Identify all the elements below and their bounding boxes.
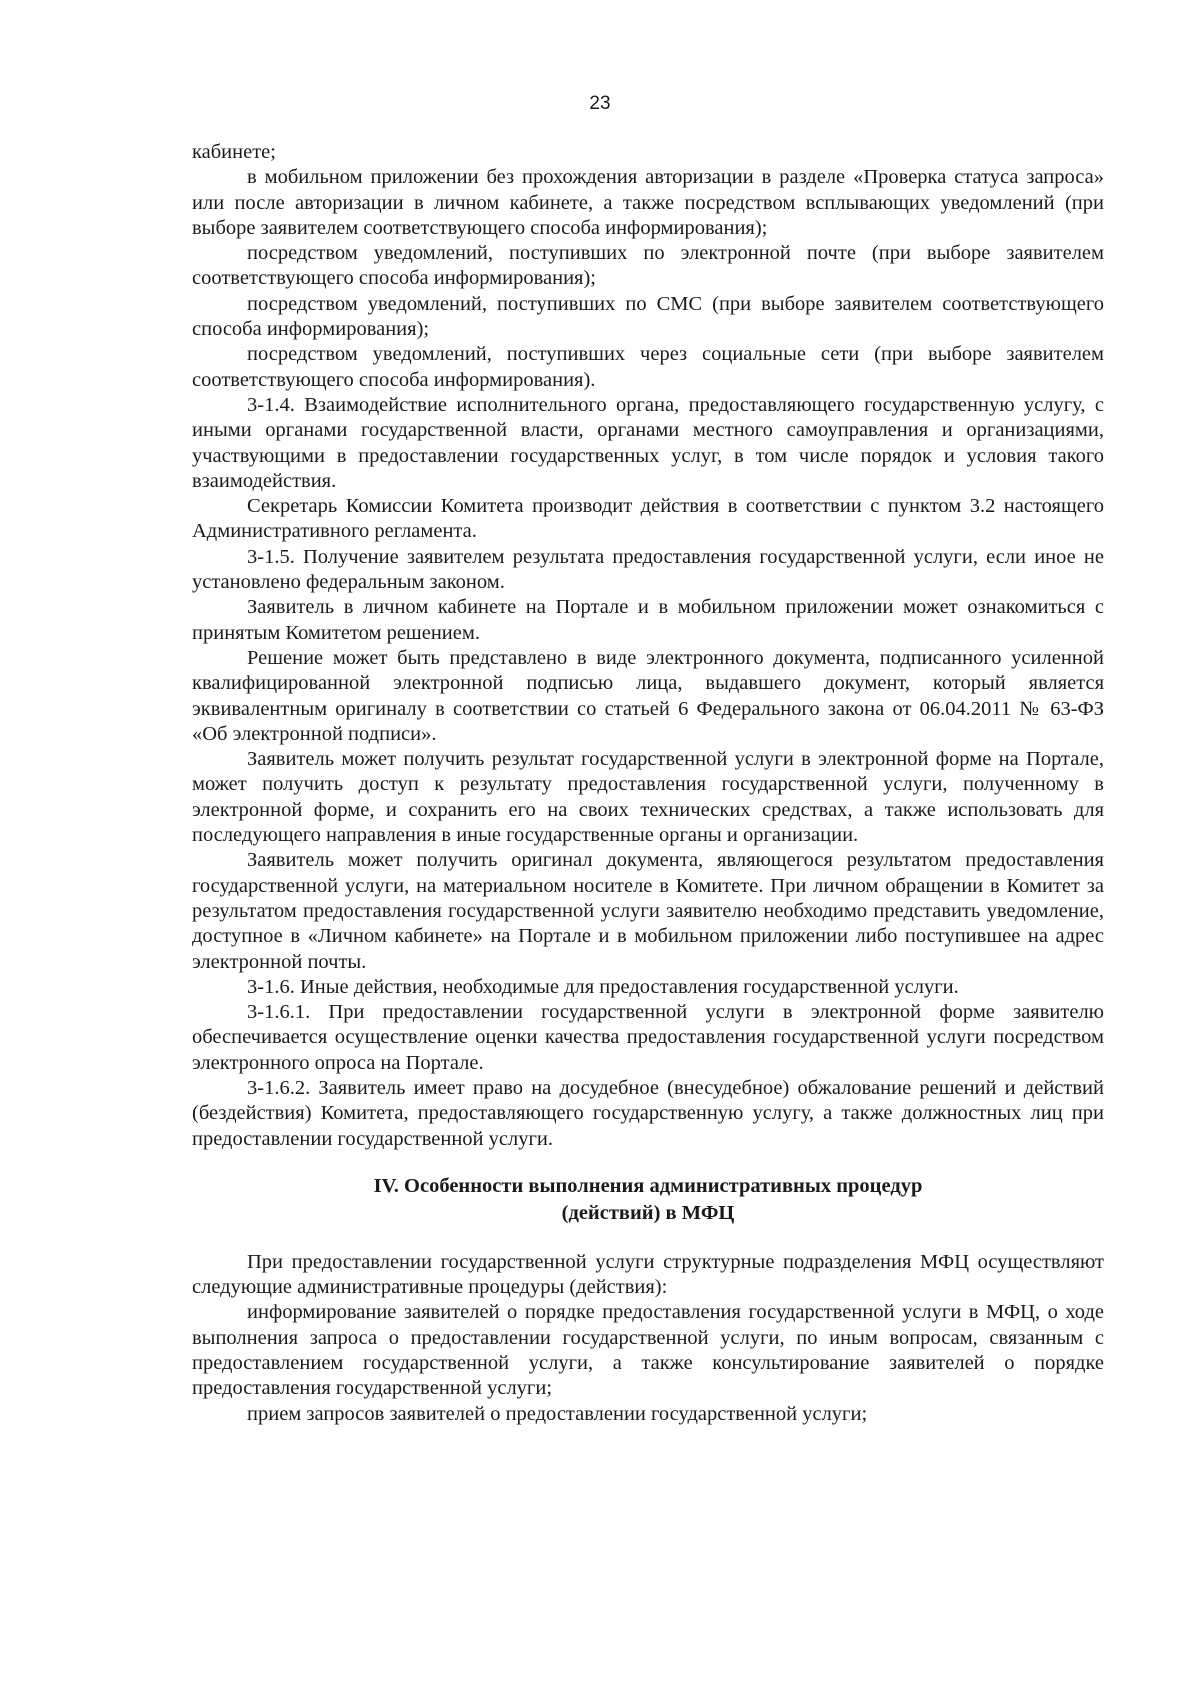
paragraphs-top [192,140,1104,1152]
section-title-line-1: IV. Особенности выполнения административных процедур [373,1174,923,1197]
paragraph: Секретарь Комиссии Комитета производит действия в соответствии с пунктом 3.2 настоящего Административного регламента. [192,495,1104,543]
paragraph: 3-1.6. Иные действия, необходимые для предоставления государственной услуги. [247,975,959,998]
paragraph: прием запросов заявителей о предоставлении государственной услуги; [247,1402,868,1425]
paragraph: Заявитель может получить оригинал документа, являющегося результатом предоставления государственной услуги, на материальном носителе в Комитете. При личном обращении в Комитет за результатом предоставления государственной услуги заявителю необходимо представить уведомление, доступное в «Личном кабинете» на Портале и в мобильном приложении либо поступившее на адрес электронной почты. [192,849,1104,973]
paragraph: посредством уведомлений, поступивших через социальные сети (при выборе заявителем соответствующего способа информирования). [192,343,1104,391]
paragraph: кабинете; [192,141,276,163]
section-title [192,1173,1104,1227]
paragraph: Решение может быть представлено в виде электронного документа, подписанного усиленной квалифицированной электронной подписью лица, выдавшего документ, который является эквивалентным оригиналу в соответствии со статьей 6 Федерального закона от 06.04.2011 № 63-ФЗ «Об электронной подписи». [192,646,1104,745]
paragraph: 3-1.6.1. При предоставлении государственной услуги в электронной форме заявителю обеспечивается осуществление оценки качества предоставления государственной услуги посредством электронного опроса на Портале. [192,1001,1104,1074]
paragraph: информирование заявителей о порядке предоставления государственной услуги в МФЦ, о ходе выполнения запроса о предоставлении государственной услуги, по иным вопросам, связанным с предоставлением государственной услуги, а также консультирование заявителей о порядке предоставления государственной услуги; [192,1301,1104,1400]
document-body [192,140,1104,1427]
page-number: 23 [589,93,611,114]
paragraph: посредством уведомлений, поступивших по СМС (при выборе заявителем соответствующего способа информирования); [192,292,1104,341]
paragraph: 3-1.6.2. Заявитель имеет право на досудебное (внесудебное) обжалование решений и действий (бездействия) Комитета, предоставляющего государственную услугу, а также должностных лиц при предоставлении государственной услуги. [192,1076,1104,1150]
paragraphs-bottom [192,1250,1104,1427]
paragraph: При предоставлении государственной услуги структурные подразделения МФЦ осуществляют следующие административные процедуры (действия): [192,1250,1104,1299]
paragraph: в мобильном приложении без прохождения авторизации в разделе «Проверка статуса запроса» или после авторизации в личном кабинете, а также посредством всплывающих уведомлений (при выборе заявителем соответствующего способа информирования); [192,166,1104,239]
paragraph: Заявитель в личном кабинете на Портале и в мобильном приложении может ознакомиться с принятым Комитетом решением. [192,596,1104,644]
section-title-line-2: (действий) в МФЦ [561,1201,735,1224]
paragraph: 3-1.5. Получение заявителем результата предоставления государственной услуги, если иное не установлено федеральным законом. [192,545,1104,594]
paragraph: посредством уведомлений, поступивших по электронной почте (при выборе заявителем соответствующего способа информирования); [192,242,1104,290]
paragraph: 3-1.4. Взаимодействие исполнительного органа, предоставляющего государственную услугу, с иными органами государственной власти, органами местного самоуправления и организациями, участвующими в предоставлении государственных услуг, в том числе порядок и условия такого взаимодействия. [192,393,1104,492]
paragraph: Заявитель может получить результат государственной услуги в электронной форме на Портале, может получить доступ к результату предоставления государственной услуги, полученному в электронной форме, и сохранить его на своих технических средствах, а также использовать для последующего направления в иные государственные органы и организации. [192,748,1104,847]
